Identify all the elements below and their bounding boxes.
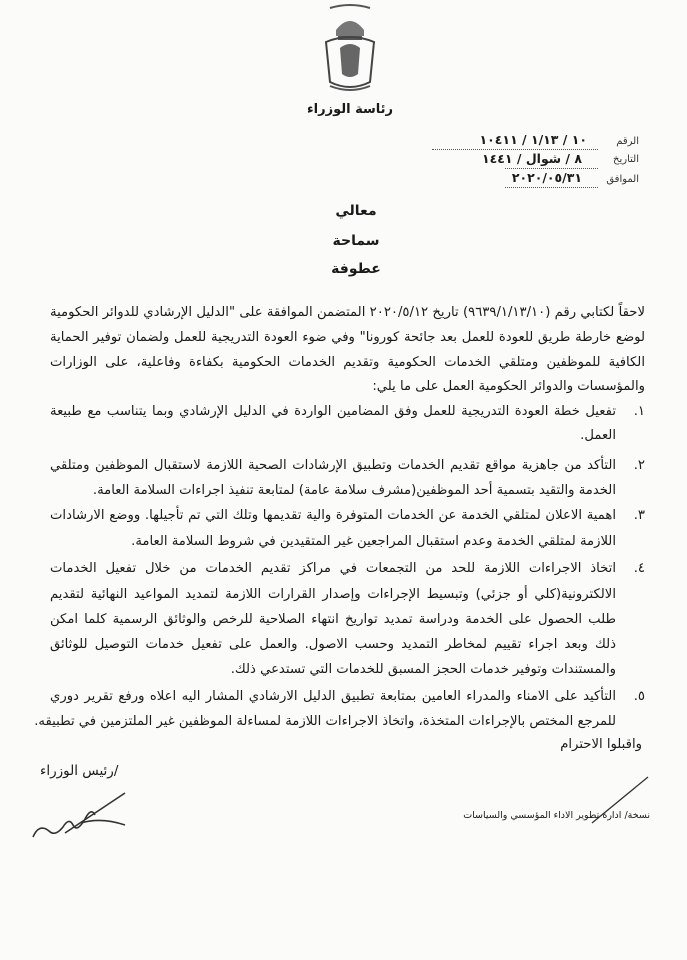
date-label: التاريخ [613, 154, 639, 165]
signatory-title: /رئيس الوزراء [40, 763, 119, 779]
item-line: طلب الحصول على الخدمة ودراسة تمديد تواريخ انتهاء الصلاحية للرخص والوثائق الرسمية كلما امكن [50, 612, 616, 627]
intro-line: الكافية للموظفين ومتلقي الخدمات الحكومية وتقديم الخدمات الحكومية بكفاءة وفاعلية، على الوزارات [50, 355, 645, 370]
salutation-excellency: معالي [335, 203, 377, 219]
closing-text: واقبلوا الاحترام [560, 737, 642, 752]
item-line: الالكترونية(كلي أو جزئي) وتبسيط الإجراءات وإصدار القرارات اللازمة لتمديد المواعيد النهائية لتقديم [50, 587, 616, 602]
number-value: ١٠ / ١/١٣ / ١٠٤١١ [479, 132, 587, 147]
copy-note: نسخة/ ادارة تطوير الاداء المؤسسي والسياسات [463, 810, 650, 821]
intro-line: لوضع خارطة طريق للعودة للعمل بعد جائحة كورونا" وفي ضوء العودة التدريجية للعمل ولضمان توفير الحماية [50, 330, 645, 345]
item-line: للمرجع المختص بالإجراءات المتخذة، واتخاذ الاجراءات اللازمة لمساءلة الموظفين غير الملتزمين في تطبيقه. [34, 714, 616, 729]
intro-line: لاحقاً لكتابي رقم (٩٦٣٩/١/١٣/١٠) تاريخ ٢٠٢٠/٥/١٢ المتضمن الموافقة على "الدليل الإرشادي للدوائر الحكومية [50, 305, 645, 320]
letterhead [300, 0, 400, 125]
organization-name: رئاسة الوزراء [307, 102, 393, 117]
item-line: ذلك وبعد اجراء تقييم لمخاطر التمديد وحسب الاصول. والعمل على تفعيل خدمات التوصيل للوثائق [50, 637, 616, 652]
item-number: ١. [633, 404, 645, 419]
date-underline [505, 168, 598, 169]
item-line: تفعيل خطة العودة التدريجية للعمل وفق المضامين الواردة في الدليل الإرشادي وبما يتناسب مع طبيعة [50, 404, 616, 419]
item-line: العمل. [580, 428, 616, 443]
item-line: الخدمة والتقيد بتسمية أحد الموظفين(مشرف سلامة عامة) لمتابعة تنفيذ اجراءات السلامة العامة. [92, 483, 616, 498]
item-line: التأكد من جاهزية مواقع تقديم الخدمات وتطبيق الإرشادات الصحية اللازمة لاستقبال الموظفين ومتلقي [50, 458, 616, 473]
coat-of-arms-icon [300, 0, 400, 100]
number-underline [432, 149, 598, 150]
intro-line: والمؤسسات والدوائر الحكومية العمل على ما يلي: [372, 379, 645, 394]
date-value: ٨ / شوال / ١٤٤١ [482, 151, 582, 166]
signature-icon [25, 785, 135, 845]
salutation-eminence: سماحة [332, 233, 380, 249]
item-line: اللازمة لمتلقي الخدمة وعدم استقبال المراجعين غير المتقيدين في شروط السلامة العامة. [131, 534, 616, 549]
salutation-honorable: عطوفة [331, 261, 381, 277]
corresponding-underline [505, 187, 598, 188]
item-number: ٣. [633, 508, 645, 523]
item-number: ٥. [633, 689, 645, 704]
item-line: اهمية الاعلان لمتلقي الخدمة عن الخدمات المتوفرة والية تقديمها وتلك التي تم تأجيلها. ووضع الارشادات [50, 508, 616, 523]
number-label: الرقم [616, 136, 639, 147]
item-line: التأكيد على الامناء والمدراء العامين بمتابعة تطبيق الدليل الارشادي المشار اليه اعلاه ورفع تقرير دوري [50, 689, 616, 704]
item-line: اتخاذ الاجراءات اللازمة للحد من التجمعات في مراكز تقديم الخدمات من خلال تفعيل الخدمات [50, 561, 616, 576]
corresponding-value: ٢٠٢٠/٠٥/٣١ [511, 170, 582, 185]
item-line: والمستندات وتوفير خدمات الحجز المسبق للخدمات التي تستدعي ذلك. [230, 662, 616, 677]
item-number: ٤. [633, 561, 645, 576]
item-number: ٢. [633, 458, 645, 473]
corresponding-label: الموافق [606, 174, 639, 185]
